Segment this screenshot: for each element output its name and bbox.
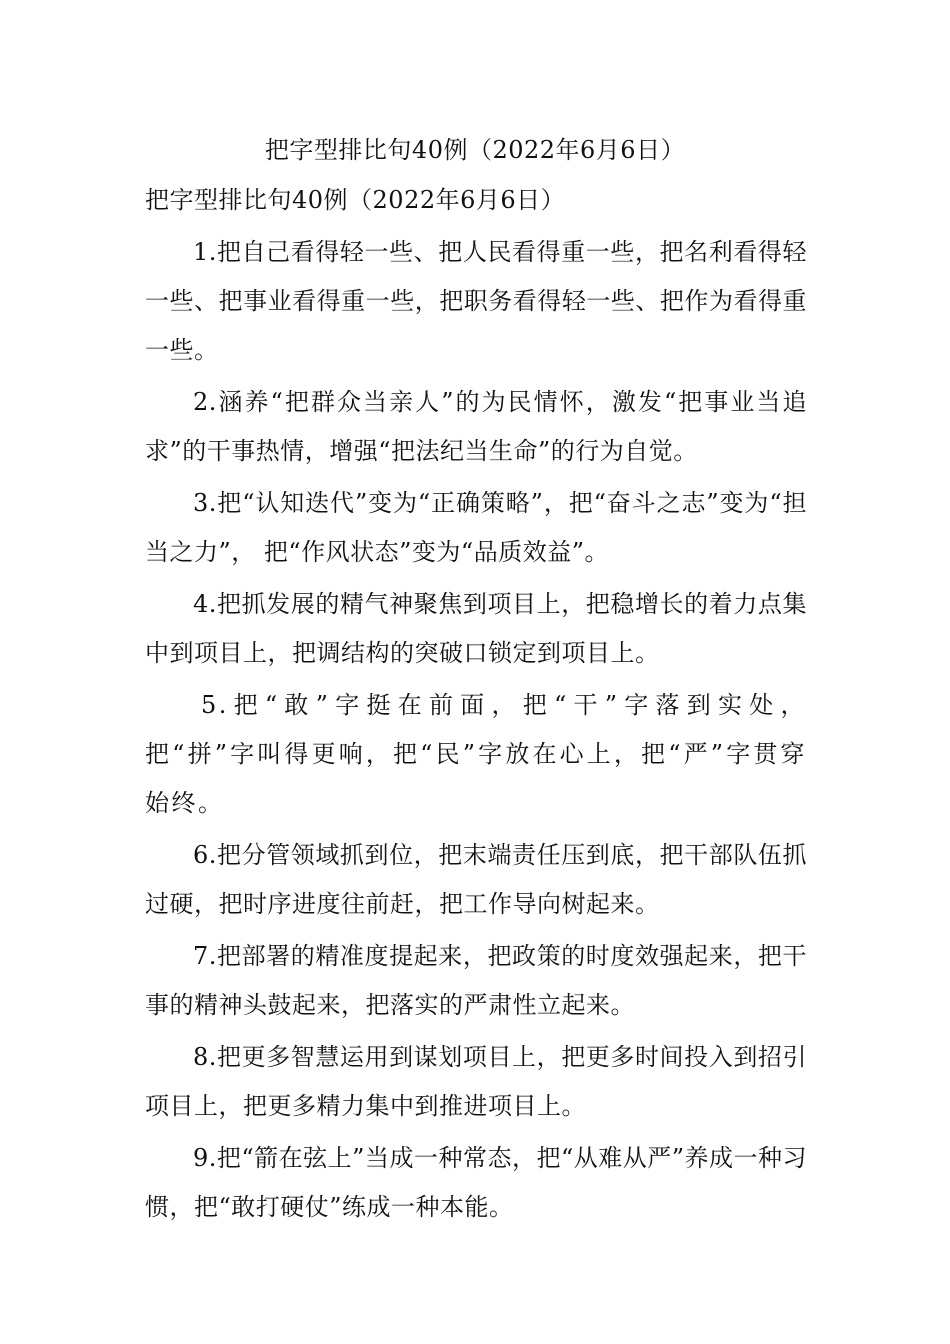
paragraph-9: 9.把“箭在弦上”当成一种常态，把“从难从严”养成一种习惯，把“敢打硬仗”练成一种本能。 (145, 1144, 807, 1221)
document-title: 把字型排比句40例（2022年6月6日） (264, 136, 686, 164)
paragraph-2: 2.涵养“把群众当亲人”的为民情怀，激发“把事业当追求”的干事热情，增强“把法纪当生命”的行为自觉。 (145, 388, 807, 465)
paragraph-8: 8.把更多智慧运用到谋划项目上，把更多时间投入到招引项目上，把更多精力集中到推进项目上。 (145, 1043, 807, 1120)
document-subtitle: 把字型排比句40例（2022年6月6日） (145, 186, 566, 214)
document-body (145, 228, 807, 1235)
paragraph-4: 4.把抓发展的精气神聚焦到项目上，把稳增长的着力点集中到项目上，把调结构的突破口锁定到项目上。 (145, 590, 807, 667)
paragraph-7: 7.把部署的精准度提起来，把政策的时度效强起来，把干事的精神头鼓起来，把落实的严肃性立起来。 (145, 942, 807, 1019)
paragraph-6: 6.把分管领域抓到位，把末端责任压到底，把干部队伍抓过硬，把时序进度往前赶，把工作导向树起来。 (145, 841, 807, 918)
paragraph-3: 3.把“认知迭代”变为“正确策略”，把“奋斗之志”变为“担当之力”， 把“作风状态”变为“品质效益”。 (145, 489, 807, 566)
paragraph-5: 5.把“敢”字挺在前面，把“干”字落到实处，把“拼”字叫得更响，把“民”字放在心上，把“严”字贯穿始终。 (145, 691, 807, 817)
paragraph-1: 1.把自己看得轻一些、把人民看得重一些，把名利看得轻一些、把事业看得重一些，把职务看得轻一些、把作为看得重一些。 (145, 238, 807, 364)
